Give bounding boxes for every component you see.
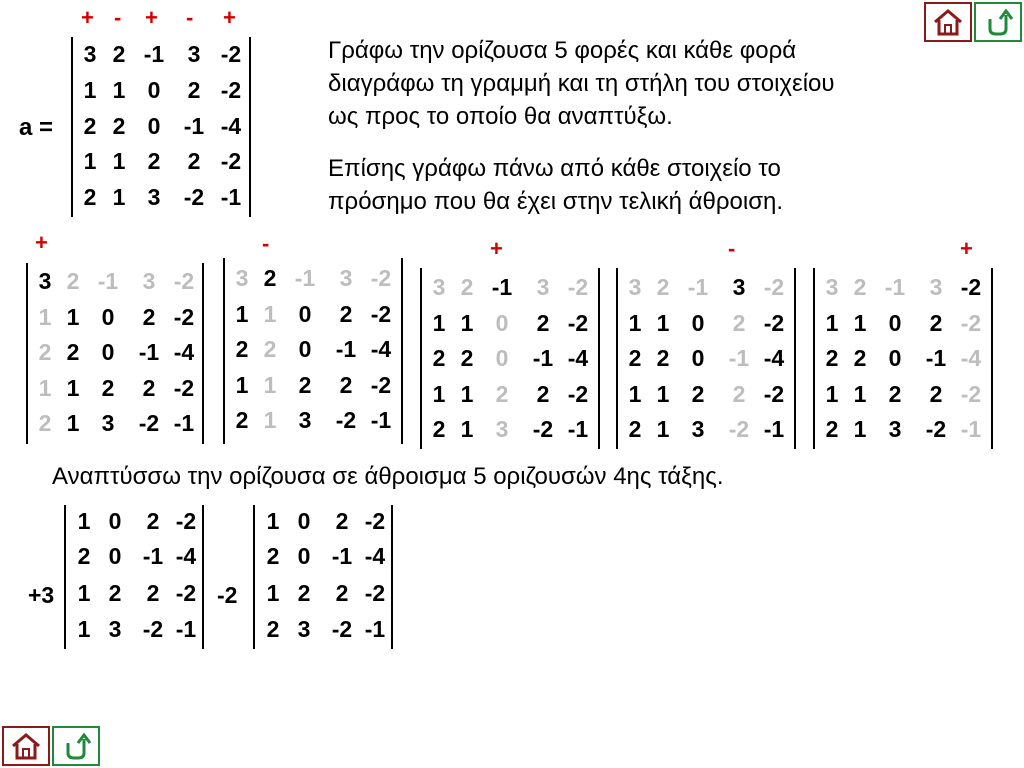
expansion-cell: -1 [960,416,982,442]
minor-cell: 2 [108,580,122,606]
expansion-cell: 1 [825,380,839,407]
det-cell: -1 [143,41,165,67]
det-cell: -2 [183,184,205,210]
expansion-cell: -1 [335,336,357,362]
expansion-cell: -4 [567,345,589,371]
expansion-cell: 0 [298,336,312,362]
expansion-cell: 0 [888,309,902,336]
minor-cell: -1 [142,543,164,569]
expansion-cell: 2 [495,380,509,407]
expansion-cell: 2 [536,380,550,407]
expansion-cell: 3 [495,416,509,442]
expansion-cell: -2 [960,274,982,300]
expansion-cell: 1 [38,303,52,330]
expansion-cell: -1 [138,339,160,365]
expansion-cell: -2 [335,407,357,433]
det-cell: 0 [147,77,161,103]
expansion-cell: 3 [536,274,550,300]
minor-cell: 3 [108,616,122,642]
expansion-cell: -4 [173,339,195,365]
expansion-cell: 0 [101,339,115,365]
expansion-cell: 1 [235,371,249,398]
main-sign-2: - [114,5,122,30]
expansion-cell: 1 [66,303,80,330]
expansion-cell: 2 [825,345,839,371]
det-cell: 2 [83,113,97,139]
intro-line: ως προς το οποίο θα αναπτύξω. [328,103,673,130]
expansion-cell: 0 [691,345,705,371]
expansion-cell: 2 [732,309,746,336]
expansion-cell: 2 [263,265,277,291]
minor-cell: 2 [297,580,311,606]
expansion-cell: 2 [66,339,80,365]
expansion-sign: + [35,230,48,255]
det-cell: 2 [112,113,126,139]
return-button[interactable] [974,2,1022,42]
expansion-cell: 3 [298,407,312,433]
expansion-cell: -1 [370,407,392,433]
expansion-cell: -2 [173,374,195,401]
minor-cell: -2 [175,508,197,534]
expansion-cell: 2 [339,300,353,327]
expansion-cell: 1 [263,407,277,433]
main-sign-3: + [145,5,158,30]
expansion-cell: 2 [628,345,642,371]
expansion-cell: 3 [888,416,902,442]
expansion-cell: 3 [38,268,52,294]
expansion-cell: 1 [853,380,867,407]
expansion-cell: 2 [656,274,670,300]
expansion-cell: 1 [628,309,642,336]
det-cell: 1 [83,148,97,174]
expansion-cell: 2 [38,410,52,436]
expansion-cell: 2 [888,380,902,407]
minor-coefficient: -2 [217,582,238,608]
expansion-cell: 2 [235,336,249,362]
minor-cell: 1 [77,508,91,534]
expansion-cell: 0 [298,300,312,327]
minor-cell: -2 [142,616,164,642]
expansion-cell: -4 [763,345,785,371]
expansion-cell: -2 [960,380,982,407]
expansion-cell: 2 [656,345,670,371]
minor-cell: 0 [297,508,311,534]
expansion-cell: -1 [763,416,785,442]
expansion-sign: + [490,236,503,261]
expansion-cell: 1 [460,416,474,442]
expansion-cell: -2 [925,416,947,442]
expansion-cell: 1 [656,416,670,442]
det-cell: -1 [183,113,205,139]
expansion-cell: 1 [460,309,474,336]
expansion-cell: 2 [460,274,474,300]
intro-line: Επίσης γράφω πάνω από κάθε στοιχείο το [328,155,781,182]
expansion-cell: 1 [853,309,867,336]
expansion-cell: 1 [432,309,446,336]
expansion-cell: 0 [495,345,509,371]
minor-cell: 0 [297,543,311,569]
minor-cell: 2 [266,543,280,569]
expansion-cell: 3 [339,265,353,291]
expansion-cell: -2 [138,410,160,436]
det-cell: 3 [187,41,201,67]
minor-cell: -1 [331,543,353,569]
expansion-cell: -4 [960,345,982,371]
expansion-cell: 2 [628,416,642,442]
intro-line: πρόσημο που θα έχει στην τελική άθροιση. [328,188,784,215]
expansion-cell: 2 [853,345,867,371]
minor-coefficient: +3 [28,582,55,608]
expansion-cell: 1 [235,300,249,327]
expansion-cell: 0 [888,345,902,371]
det-cell: 2 [83,184,97,210]
minor-cell: -4 [175,543,197,569]
minor-cell: -1 [364,616,386,642]
det-cell: 2 [147,148,161,174]
expansion-cell: 2 [298,371,312,398]
expansion-cell: -2 [567,274,589,300]
minor-cell: 2 [77,543,91,569]
expansion-cell: 3 [929,274,943,300]
expansion-sign: + [960,236,973,261]
expansion-cell: 2 [691,380,705,407]
expansion-cell: 1 [66,374,80,401]
expansion-cell: 1 [263,371,277,398]
expansion-cell: 3 [142,268,156,294]
home-button-bottom[interactable] [2,726,50,766]
expansion-cell: 2 [38,339,52,365]
expansion-cell: 2 [732,380,746,407]
expansion-cell: -1 [687,274,709,300]
minor-cell: -4 [364,543,386,569]
expansion-cell: 2 [142,374,156,401]
expansion-cell: -2 [567,380,589,407]
det-cell: -1 [220,184,242,210]
det-cell: 2 [187,148,201,174]
expansion-cell: -2 [763,309,785,336]
minor-cell: 1 [266,508,280,534]
intro-paragraph-1 [328,34,835,133]
expansion-cell: 0 [495,309,509,336]
intro-paragraph-2 [328,152,783,218]
minor-cell: -2 [175,580,197,606]
expansion-cell: 1 [66,410,80,436]
expansion-cell: 2 [432,345,446,371]
expansion-cell: 2 [825,416,839,442]
expansion-cell: 3 [628,274,642,300]
minor-cell: -1 [175,616,197,642]
det-cell: 3 [83,41,97,67]
det-cell: -2 [220,77,242,103]
expansion-cell: -1 [728,345,750,371]
expansion-cell: 3 [432,274,446,300]
minor-cell: 2 [335,508,349,534]
det-cell: 2 [187,77,201,103]
main-sign-4: - [186,5,194,30]
main-sign-5: + [223,5,236,30]
expansion-cell: -1 [491,274,513,300]
minor-cell: 3 [297,616,311,642]
expansion-cell: 2 [263,336,277,362]
expansion-cell: 1 [38,374,52,401]
expansion-cell: -2 [567,309,589,336]
expansion-cell: 3 [101,410,115,436]
expansion-cell: 1 [432,380,446,407]
expansion-cell: 3 [691,416,705,442]
minor-cell: 2 [146,508,160,534]
det-cell: 2 [112,41,126,67]
expansion-text: Αναπτύσσω την ορίζουσα σε άθροισμα 5 οριζουσών 4ης τάξης. [52,463,724,490]
expansion-cell: 0 [101,303,115,330]
expansion-cell: 2 [142,303,156,330]
minor-cell: 1 [266,580,280,606]
det-cell: -4 [220,113,242,139]
det-cell: 1 [112,77,126,103]
return-button-bottom[interactable] [52,726,100,766]
expansion-cell: 1 [628,380,642,407]
expansion-cell: -2 [763,274,785,300]
expansion-cell: -2 [370,371,392,398]
expansion-cell: -1 [532,345,554,371]
expansion-cell: 3 [235,265,249,291]
expansion-cell: -2 [173,303,195,330]
expansion-cell: -1 [884,274,906,300]
house-icon [932,7,964,37]
minor-cell: 1 [77,580,91,606]
expansion-cell: 2 [339,371,353,398]
minor-cell: 2 [335,580,349,606]
expansion-cell: 1 [460,380,474,407]
expansion-cell: -2 [370,300,392,327]
det-cell: 0 [147,113,161,139]
expansion-sign: - [728,236,736,261]
minor-cell: 2 [146,580,160,606]
minor-cell: 1 [77,616,91,642]
main-sign-1: + [81,5,94,30]
minor-cell: 0 [108,508,122,534]
expansion-cell: -1 [294,265,316,291]
u-turn-arrow-icon [982,7,1014,37]
expansion-cell: -2 [960,309,982,336]
expansion-cell: -1 [567,416,589,442]
minor-cell: 0 [108,543,122,569]
det-cell: 1 [112,184,126,210]
expansion-cell: 2 [536,309,550,336]
expansion-cell: -1 [173,410,195,436]
expansion-cell: -1 [97,268,119,294]
minor-cell: -2 [364,508,386,534]
expansion-cell: 2 [235,407,249,433]
expansion-cell: 2 [101,374,115,401]
det-cell: 1 [112,148,126,174]
expansion-cell: -2 [370,265,392,291]
intro-line: Γράφω την ορίζουσα 5 φορές και κάθε φορά [328,37,797,64]
expansion-cell: -1 [925,345,947,371]
expansion-cell: 1 [263,300,277,327]
expansion-cell: -2 [173,268,195,294]
expansion-cell: 1 [656,380,670,407]
det-cell: 1 [83,77,97,103]
expansion-cell: -4 [370,336,392,362]
expansion-cell: 2 [432,416,446,442]
expansion-cell: 1 [825,309,839,336]
expansion-cell: 1 [656,309,670,336]
minor-cell: 2 [266,616,280,642]
det-cell: -2 [220,41,242,67]
expansion-cell: 2 [66,268,80,294]
expansion-cell: 2 [853,274,867,300]
home-button[interactable] [924,2,972,42]
expansion-cell: 3 [732,274,746,300]
det-cell: 3 [147,184,161,210]
expansion-cell: -2 [763,380,785,407]
expansion-cell: 2 [929,380,943,407]
det-cell: -2 [220,148,242,174]
minor-cell: -2 [364,580,386,606]
expansion-sign: - [262,231,270,256]
minor-cell: -2 [331,616,353,642]
intro-line: διαγράφω τη γραμμή και τη στήλη του στοιχείου [328,70,835,97]
expansion-cell: 1 [853,416,867,442]
expansion-cell: 2 [929,309,943,336]
expansion-cell: 0 [691,309,705,336]
expansion-cell: -2 [728,416,750,442]
house-icon [10,731,42,761]
det-label: a = [19,114,54,141]
expansion-cell: 2 [460,345,474,371]
u-turn-arrow-icon [60,731,92,761]
expansion-cell: -2 [532,416,554,442]
expansion-cell: 3 [825,274,839,300]
